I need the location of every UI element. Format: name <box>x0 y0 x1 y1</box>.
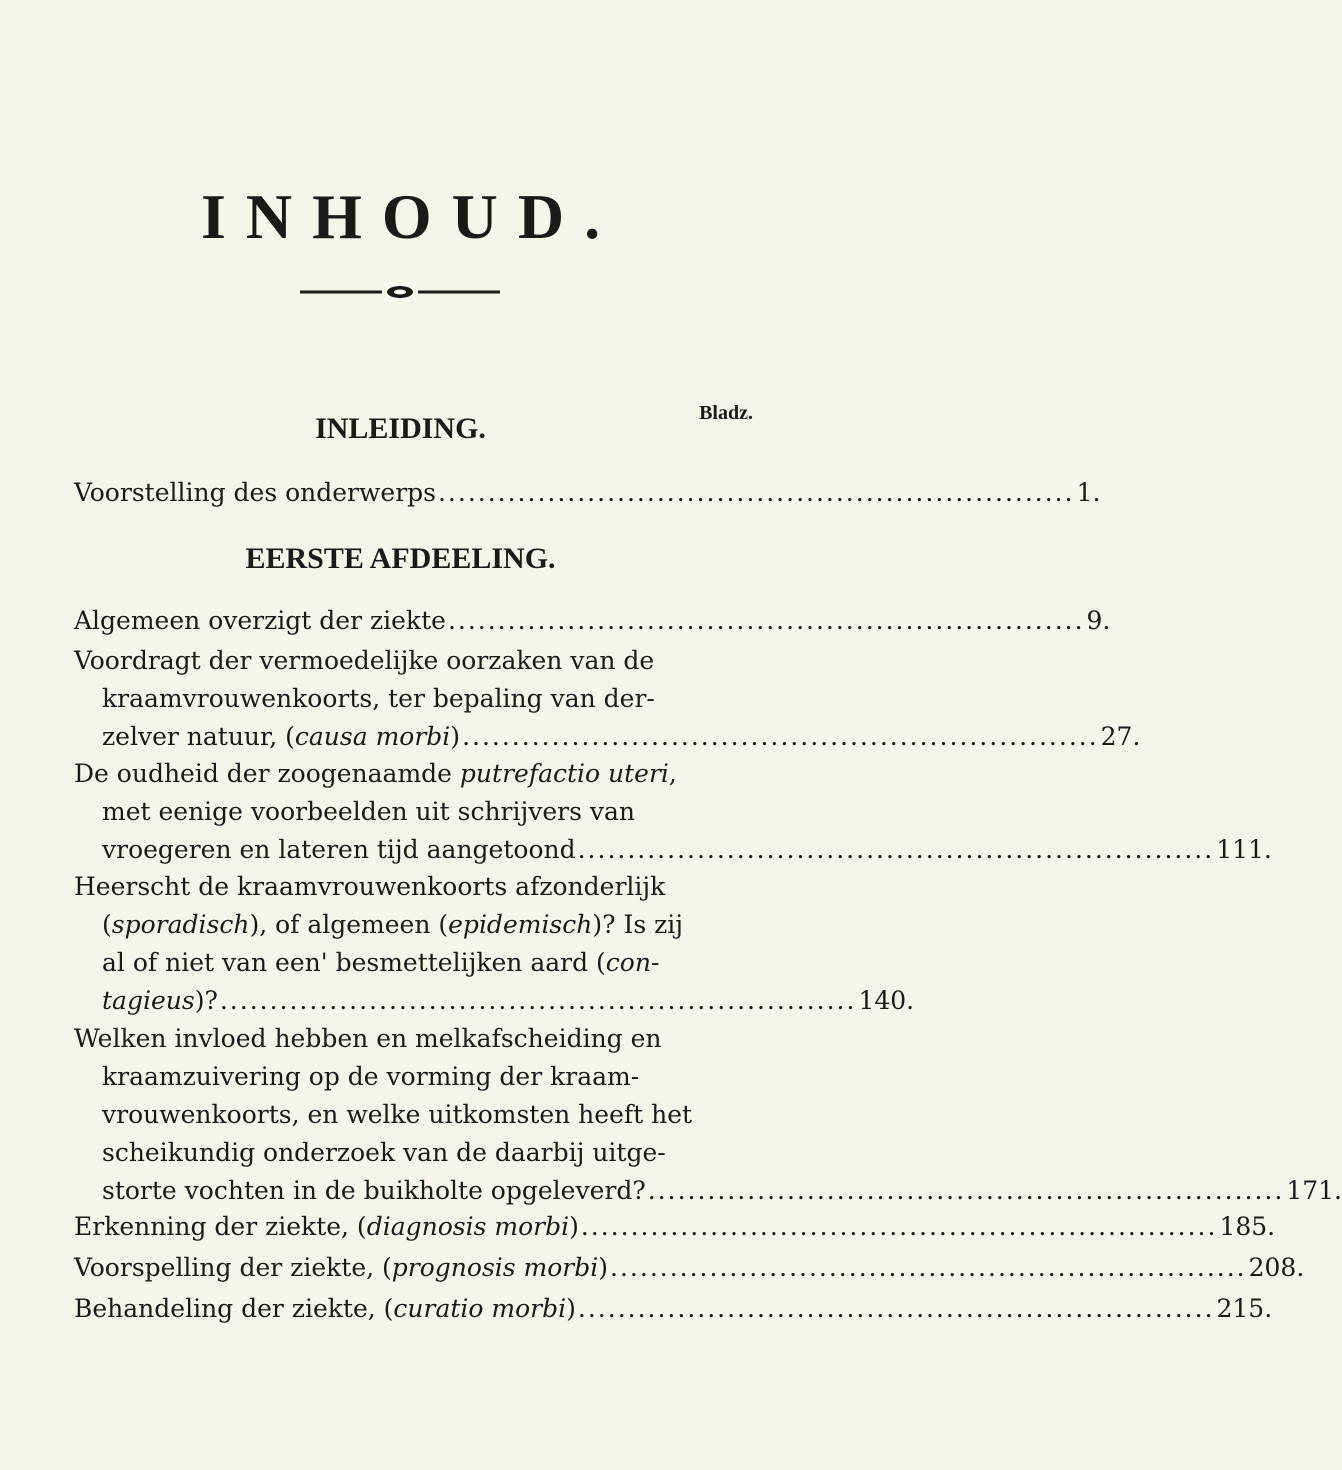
dot-leader: ................................................................ <box>219 986 857 1015</box>
toc-entry-line: De oudheid der zoogenaamde putrefactio uteri, <box>74 759 677 788</box>
toc-entry <box>74 1208 1276 1246</box>
dot-leader: ................................................................ <box>647 1176 1285 1205</box>
dot-leader: ................................................................ <box>577 835 1215 864</box>
dot-leader: ................................................................ <box>610 1253 1247 1282</box>
section-heading-eerste-afdeeling: EERSTE AFDEELING. <box>245 542 556 575</box>
toc-entry <box>74 642 1141 756</box>
page-column-label: Bladz. <box>699 402 753 424</box>
toc-entry-title: Algemeen overzigt der ziekte <box>74 606 446 635</box>
section-heading-inleiding: INLEIDING. <box>315 412 486 445</box>
toc-entry <box>74 474 1101 512</box>
toc-entry-title: zelver natuur, (causa morbi) <box>102 722 461 751</box>
dot-leader: ................................................................ <box>577 1294 1215 1323</box>
dot-leader: ................................................................ <box>447 606 1085 635</box>
toc-entry <box>74 868 915 1020</box>
toc-entry-title: storte vochten in de buikholte opgeleverd? <box>102 1176 646 1205</box>
dot-leader: ................................................................ <box>462 722 1099 751</box>
toc-page-number: 208. <box>1248 1253 1305 1282</box>
dot-leader: ................................................................ <box>580 1212 1218 1241</box>
toc-page-number: 27. <box>1100 722 1141 751</box>
toc-entry-title: Erkenning der ziekte, (diagnosis morbi) <box>74 1212 579 1241</box>
toc-entry-line: kraamzuivering op de vorming der kraam- <box>102 1062 640 1091</box>
toc-entry-title: Voorstelling des onderwerps <box>74 478 436 507</box>
toc-entry <box>74 1290 1273 1328</box>
toc-entry <box>74 755 1272 869</box>
toc-page-number: 1. <box>1076 478 1101 507</box>
page-title: INHOUD. <box>200 181 621 252</box>
toc-page-number: 111. <box>1216 835 1272 864</box>
toc-entry <box>74 1249 1305 1287</box>
toc-entry <box>74 602 1111 640</box>
toc-entry-title: vroegeren en lateren tijd aangetoond <box>102 835 576 864</box>
toc-entry-line: scheikundig onderzoek van de daarbij uitge- <box>102 1138 666 1167</box>
toc-entry-line: Welken invloed hebben en melkafscheiding en <box>74 1024 662 1053</box>
toc-page-number: 140. <box>858 986 915 1015</box>
toc-entry-title: Voorspelling der ziekte, (prognosis morbi) <box>74 1253 609 1282</box>
toc-entry-line: Heerscht de kraamvrouwenkoorts afzonderlijk <box>74 872 666 901</box>
toc-page-number: 185. <box>1219 1212 1276 1241</box>
toc-page-number: 171. <box>1286 1176 1342 1205</box>
toc-entry-line: (sporadisch), of algemeen (epidemisch)? Is zij <box>102 910 684 939</box>
toc-entry-title: tagieus)? <box>102 986 218 1015</box>
toc-page-number: 9. <box>1086 606 1111 635</box>
toc-page-number: 215. <box>1216 1294 1273 1323</box>
toc-entry-line: met eenige voorbeelden uit schrijvers van <box>102 797 636 826</box>
toc-entry-line: al of niet van een' besmettelijken aard (con- <box>102 948 660 977</box>
toc-entry-title: Behandeling der ziekte, (curatio morbi) <box>74 1294 576 1323</box>
ornamental-rule <box>300 285 500 299</box>
dot-leader: ................................................................ <box>437 478 1075 507</box>
toc-entry-line: vrouwenkoorts, en welke uitkomsten heeft het <box>102 1100 693 1129</box>
toc-entry-line: kraamvrouwenkoorts, ter bepaling van der- <box>102 684 655 713</box>
toc-entry <box>74 1020 1342 1210</box>
toc-entry-line: Voordragt der vermoedelijke oorzaken van de <box>74 646 655 675</box>
